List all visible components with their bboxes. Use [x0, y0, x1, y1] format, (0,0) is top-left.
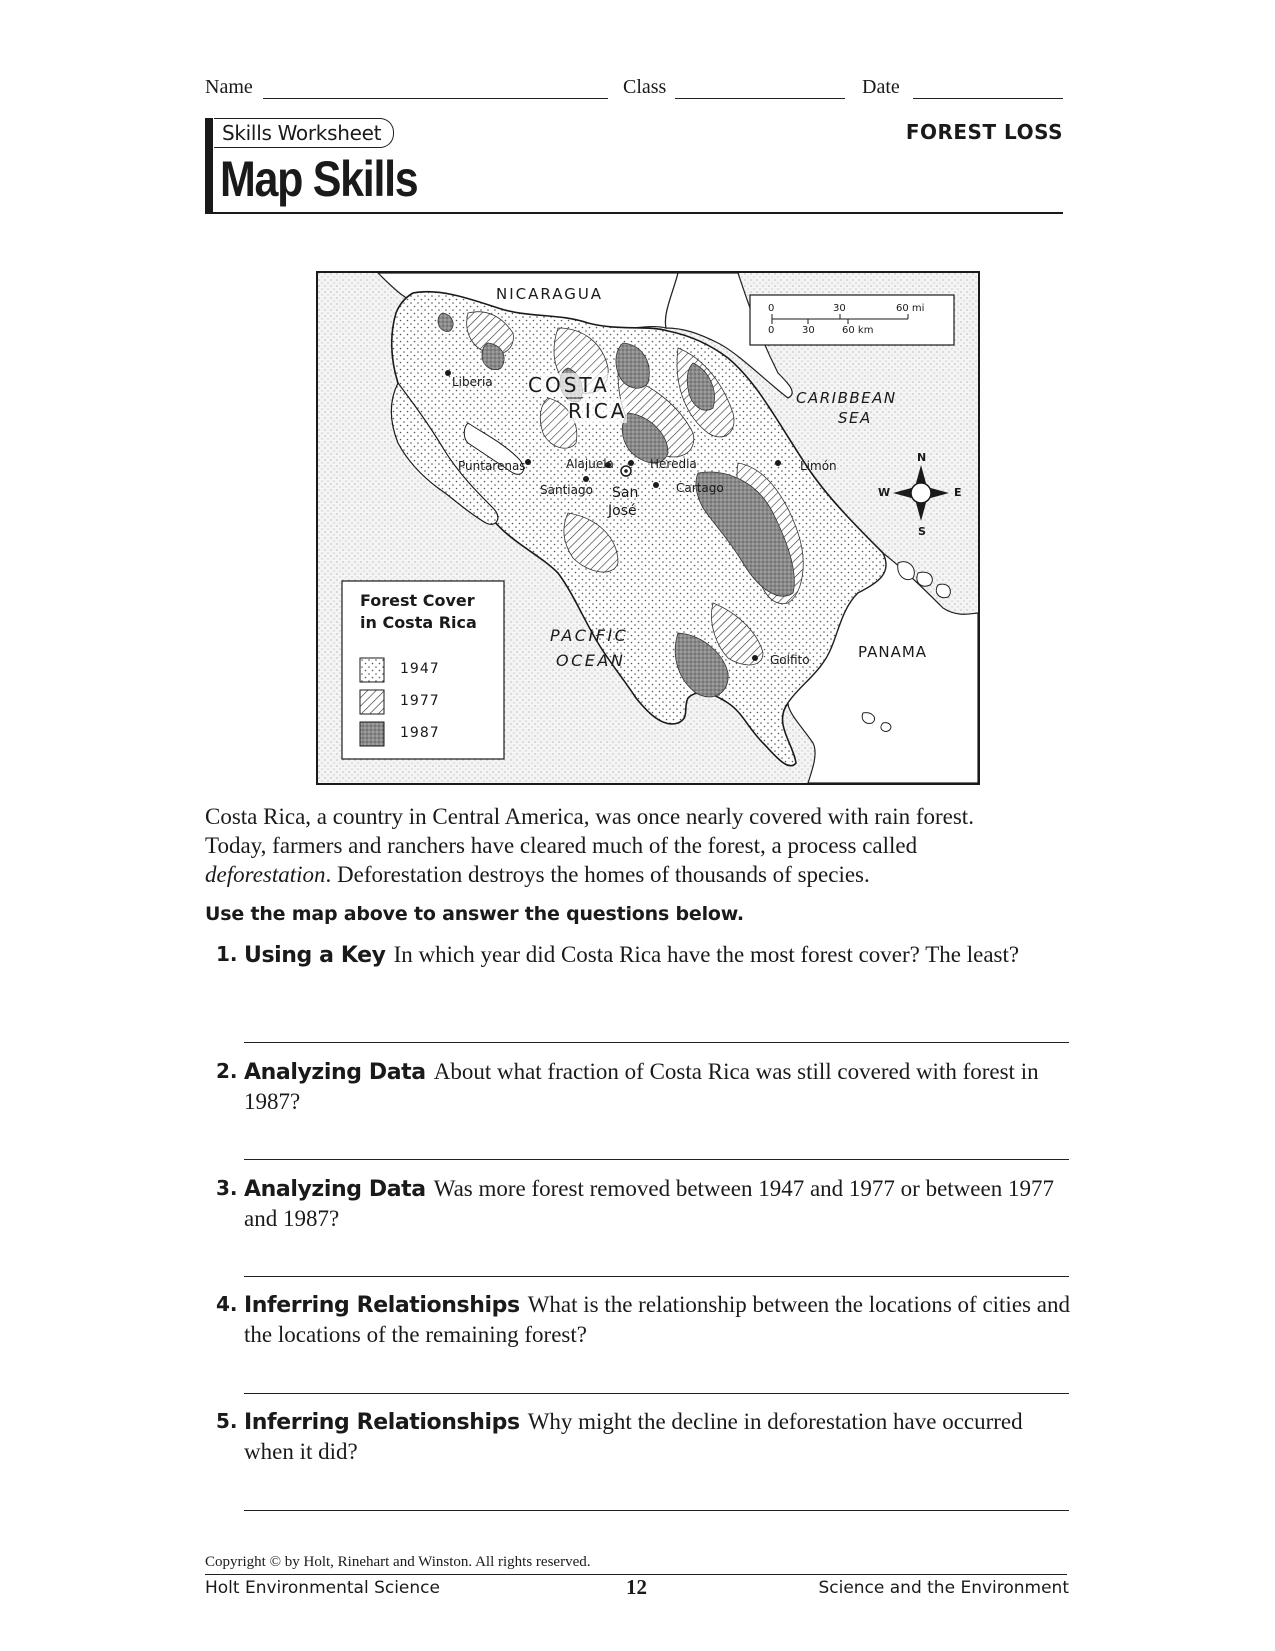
scale-mi-60: 60 mi — [896, 303, 925, 314]
class-field[interactable] — [675, 98, 845, 99]
answer-line-5[interactable] — [244, 1510, 1069, 1511]
scale-km-60: 60 km — [842, 325, 874, 336]
intro-line-2: Today, farmers and ranchers have cleared much of the forest, a process called — [205, 833, 918, 858]
title-rule — [205, 212, 1063, 214]
label-costa: COSTA — [528, 373, 610, 397]
legend-1947: 1947 — [400, 661, 440, 677]
copyright: Copyright © by Holt, Rinehart and Winston. All rights reserved. — [205, 1554, 591, 1570]
question-skill: Inferring Relationships — [244, 1410, 520, 1435]
worksheet-tag: Skills Worksheet — [214, 118, 394, 148]
city-heredia: Heredia — [650, 457, 697, 471]
city-san: San — [612, 485, 639, 501]
label-nicaragua: NICARAGUA — [496, 285, 604, 303]
question-skill: Analyzing Data — [244, 1177, 426, 1202]
label-caribbean: CARIBBEAN — [796, 389, 897, 407]
answer-line-3[interactable] — [244, 1276, 1069, 1277]
label-sea: SEA — [838, 409, 872, 427]
question-text: What is the relationship between the locations of cities and the locations of the remaining forest? — [244, 1292, 1070, 1347]
legend-1987: 1987 — [400, 725, 440, 741]
footer-book-title: Holt Environmental Science — [205, 1578, 440, 1598]
name-label: Name — [205, 76, 253, 98]
question-skill: Inferring Relationships — [244, 1293, 520, 1318]
compass-n: N — [917, 451, 927, 464]
question-number: 3. — [216, 1176, 238, 1200]
scale-km-0: 0 — [768, 325, 775, 336]
date-field[interactable] — [913, 98, 1063, 99]
city-santiago: Santiago — [540, 483, 593, 497]
question-number: 1. — [216, 942, 238, 966]
city-golfito: Golfito — [770, 653, 810, 667]
intro-line-1: Costa Rica, a country in Central America, was once nearly covered with rain forest. — [205, 804, 974, 829]
legend-1977: 1977 — [400, 693, 440, 709]
answer-line-4[interactable] — [244, 1393, 1069, 1394]
intro-line-3 — [205, 860, 1085, 889]
label-ocean: OCEAN — [556, 651, 626, 670]
compass-s: S — [918, 525, 926, 538]
question-text: About what fraction of Costa Rica was still covered with forest in 1987? — [244, 1059, 1039, 1114]
city-puntarenas: Puntarenas — [458, 459, 526, 473]
scale-mi-0: 0 — [768, 303, 775, 314]
label-rica: RICA — [568, 399, 628, 423]
question-text: In which year did Costa Rica have the most forest cover? The least? — [393, 942, 1020, 967]
compass-e: E — [954, 486, 962, 499]
question-number: 2. — [216, 1059, 238, 1083]
city-alajuela: Alajuela — [566, 457, 614, 471]
page-number: 12 — [626, 1575, 647, 1599]
legend-title-1: Forest Cover — [360, 591, 475, 610]
legend-title-2: in Costa Rica — [360, 613, 477, 632]
label-panama: PANAMA — [858, 643, 928, 661]
label-pacific: PACIFIC — [550, 626, 629, 645]
scale-mi-30: 30 — [833, 303, 846, 314]
compass-w: W — [878, 486, 891, 499]
scale-km-30: 30 — [802, 325, 815, 336]
question-text: Was more forest removed between 1947 and 1977 or between 1977 and 1987? — [244, 1176, 1054, 1231]
class-label: Class — [623, 76, 667, 98]
costa-rica-map — [316, 271, 980, 785]
page-title: Map Skills — [220, 151, 418, 207]
footer-chapter: Science and the Environment — [818, 1578, 1069, 1598]
question-skill: Analyzing Data — [244, 1060, 426, 1085]
question-text: Why might the decline in deforestation have occurred when it did? — [244, 1409, 1023, 1464]
term-deforestation: deforestation — [205, 862, 326, 887]
topic-label: FOREST LOSS — [905, 120, 1063, 144]
answer-line-1[interactable] — [244, 1042, 1069, 1043]
intro-paragraph — [205, 802, 1085, 889]
city-limon: Limón — [800, 459, 837, 473]
city-liberia: Liberia — [452, 375, 493, 389]
city-cartago: Cartago — [676, 481, 724, 495]
question-skill: Using a Key — [244, 943, 386, 968]
instructions: Use the map above to answer the questions below. — [205, 903, 744, 925]
date-label: Date — [862, 76, 900, 98]
question-number: 4. — [216, 1292, 238, 1316]
city-jose: José — [608, 503, 637, 519]
intro-line-3-rest: . Deforestation destroys the homes of thousands of species. — [325, 862, 870, 887]
question-number: 5. — [216, 1409, 238, 1433]
name-field[interactable] — [263, 98, 608, 99]
title-bar-accent — [205, 118, 213, 214]
answer-line-2[interactable] — [244, 1159, 1069, 1160]
